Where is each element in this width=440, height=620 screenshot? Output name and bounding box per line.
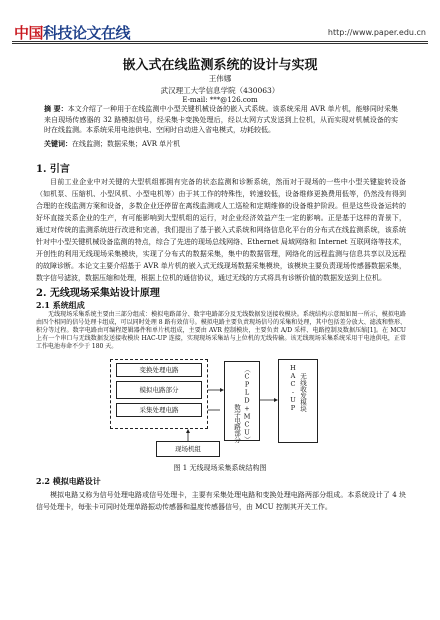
abstract-text: 本文介绍了一种用于在线监测中小型关键机械设备的嵌入式系统。该系统采用 AVR 单片机，能够同时采集来自现场传感器的 32 路模拟信号，经采集卡变换处理后，经以太网方式发送到上位机，从而实现对机械设备的实时在线监测。本系统采用电池供电、空闲时自动进入省电模式，功耗较低。 [44,105,399,134]
header-rule-2 [12,43,428,44]
section-2-2-title: 2.2 模拟电路设计 [36,476,101,486]
figure-1-diagram [110,355,340,461]
transform-circuit-box: 变换处理电路 [116,363,202,377]
mcu-label: （CPLD+MCU） [243,366,252,443]
site-header [0,0,440,40]
paper-title: 嵌入式在线监测系统的设计与实现 [122,58,318,73]
abstract-label: 摘 要： [44,104,68,113]
logo-prefix: 中国 [14,24,44,42]
digital-circuit-box [224,361,260,441]
keywords-label: 关键词： [44,139,72,148]
site-url[interactable]: http://www.paper.edu.cn [327,28,426,37]
logo-main: 科技论文在线 [43,24,131,42]
section-2-2-paragraph: 模拟电路又称为信号处理电路或信号处理卡，主要有采集处理电路和变换处理电路两部分组成。本系统设计了 4 块信号处理卡，每张卡可同时处理单路振动传感器和温度传感器信号，由 MCU 控制其开关工作。 [36,491,406,511]
section-2-1-title: 2.1 系统组成 [36,300,85,310]
section-1-title: 1. 引言 [36,164,70,175]
acquire-circuit-box: 采集处理电路 [116,403,202,417]
paper-affiliation: 武汉理工大学信息学院（430063） [160,86,280,95]
keywords [44,139,398,149]
header-rule [12,41,428,42]
keywords-text: 在线监测；数据采集；AVR 单片机 [72,140,181,148]
abstract [44,104,398,136]
digital-circuit-label: 数字电路部分 [232,404,241,443]
section-2-1-paragraph: 无线现场采集系统主要由三部分组成：模拟电路部分、数字电路部分及无线数据发送接收模块。系统结构示意图如图一所示，模拟电路由四个相同的信号处理卡组成，可以同时处理 8 路有效信号。模拟电路主要负责现场信号的采集和处理，其中包括差分放大、滤波和整形、积分等过程。数字电路由可编程逻辑器件和单片机组成，主要由 AVR 控制模块，主要负责 A/D 采样、电路控制及数据压缩[1]。在 MCU 上有一个串口与无线数据发送接收模块 HAC-UP 连接，实现现场采集站与上位机的无线传输。该无线现场采集系统采用干电池供电，正常工作电池寿命不少于 180 天。 [36,311,406,350]
paper-email: E-mail: ***@126.com [182,96,258,104]
site-logo[interactable] [14,22,130,43]
paper-author: 王伟娜 [208,74,232,83]
wireless-module-box [278,359,318,443]
figure-1-caption: 图 1 无线现场采集系统结构图 [173,464,267,472]
hac-label: HAC-UP [288,364,297,412]
analog-circuit-box: 模拟电路部分 [116,381,202,399]
wireless-label: 无线收发模块 [299,373,308,412]
field-unit-box: 现场机组 [156,441,220,457]
section-2-title: 2. 无线现场采集站设计原理 [36,288,160,299]
section-1-paragraph: 目前工业企业中对关键的大型机组都拥有完备的状态监测和诊断系统，然而对于现场的一些中小型关键旋转设备（如机泵、压缩机、小型风机、小型电机等）由于其工作的特殊性，转速较低，设备维修更换费用低等，仍然没有得到合理的在线监测方案和设备，多数企业还停留在离线监测或人工巡检和定期维修的设备维护阶段。但是这些设备运转的好坏直接关系企业的生产，有可能影响到大型机组的运行，对企业经济效益产生一定的影响。正是基于这样的背景下，通过对传统的监测系统进行改进和完善，我们提出了基于嵌入式系统和网络信息化平台的分布式在线监测系统，该系统针对中小型关键机械设备监测的特点，综合了先进的现场总线网络、Ethernet 局域网络和 Internet 互联网络等技术，开创性的利用无线现场采集模块，实现了分布式的数据采集，集中的数据管理，网络化的远程监测与信息共享以及远程的故障诊断。本论文主要介绍基于 AVR 单片机的嵌入式无线现场数据采集模块，该模块主要负责现场传感器数据采集，数字信号滤波，数据压缩和处理，根据上位机的通信协议，通过无线的方式将具有诊断价值的数据发送到上位机。 [36,178,406,282]
